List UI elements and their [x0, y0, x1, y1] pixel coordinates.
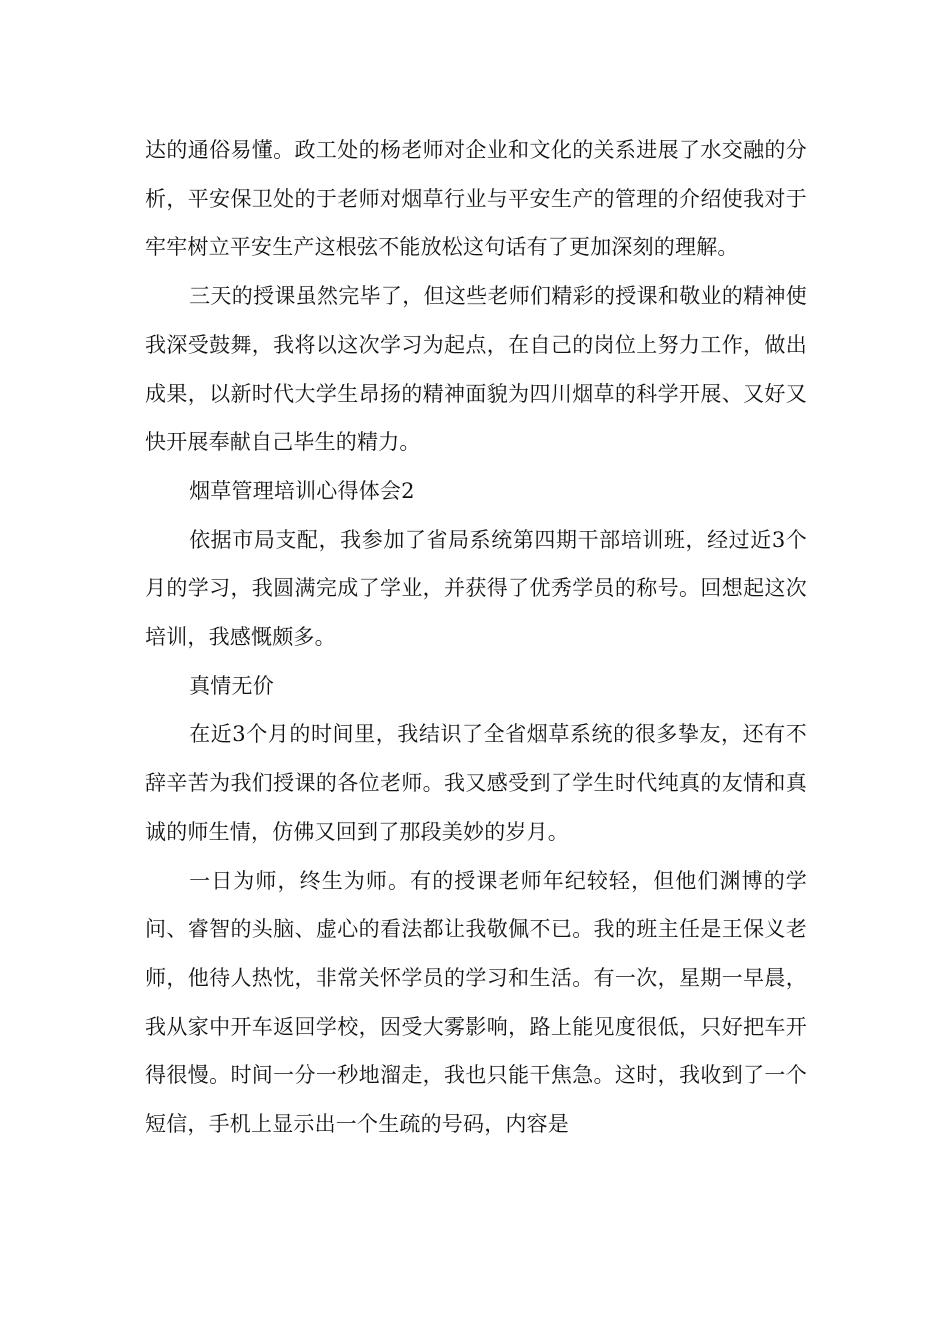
document-body: [145, 126, 807, 1149]
paragraph: 一日为师，终生为师。有的授课老师年纪较轻，但他们渊博的学问、睿智的头脑、虚心的看法都让我敬佩不已。我的班主任是王保义老师，他待人热忱，非常关怀学员的学习和生活。有一次，星期一早晨，我从家中开车返回学校，因受大雾影响，路上能见度很低，只好把车开得很慢。时间一分一秒地溜走，我也只能干焦急。这时，我收到了一个短信，手机上显示出一个生疏的号码，内容是: [145, 868, 807, 1137]
section-subheading: 真情无价: [189, 673, 274, 698]
paragraph: 依据市局支配，我参加了省局系统第四期干部培训班，经过近3个月的学习，我圆满完成了学业，并获得了优秀学员的称号。回想起这次培训，我感慨颇多。: [145, 527, 807, 650]
section-heading: 烟草管理培训心得体会2: [189, 478, 415, 503]
paragraph: 三天的授课虽然完毕了，但这些老师们精彩的授课和敬业的精神使我深受鼓舞，我将以这次学习为起点，在自己的岗位上努力工作，做出成果，以新时代大学生昂扬的精神面貌为四川烟草的科学开展、又好又快开展奉献自己毕生的精力。: [145, 284, 807, 455]
paragraph: 在近3个月的时间里，我结识了全省烟草系统的很多挚友，还有不辞辛苦为我们授课的各位老师。我又感受到了学生时代纯真的友情和真诚的师生情，仿佛又回到了那段美妙的岁月。: [145, 722, 807, 844]
paragraph-continued: 达的通俗易懂。政工处的杨老师对企业和文化的关系进展了水交融的分析，平安保卫处的于老师对烟草行业与平安生产的管理的介绍使我对于牢牢树立平安生产这根弦不能放松这句话有了更加深刻的理解。: [145, 138, 807, 260]
